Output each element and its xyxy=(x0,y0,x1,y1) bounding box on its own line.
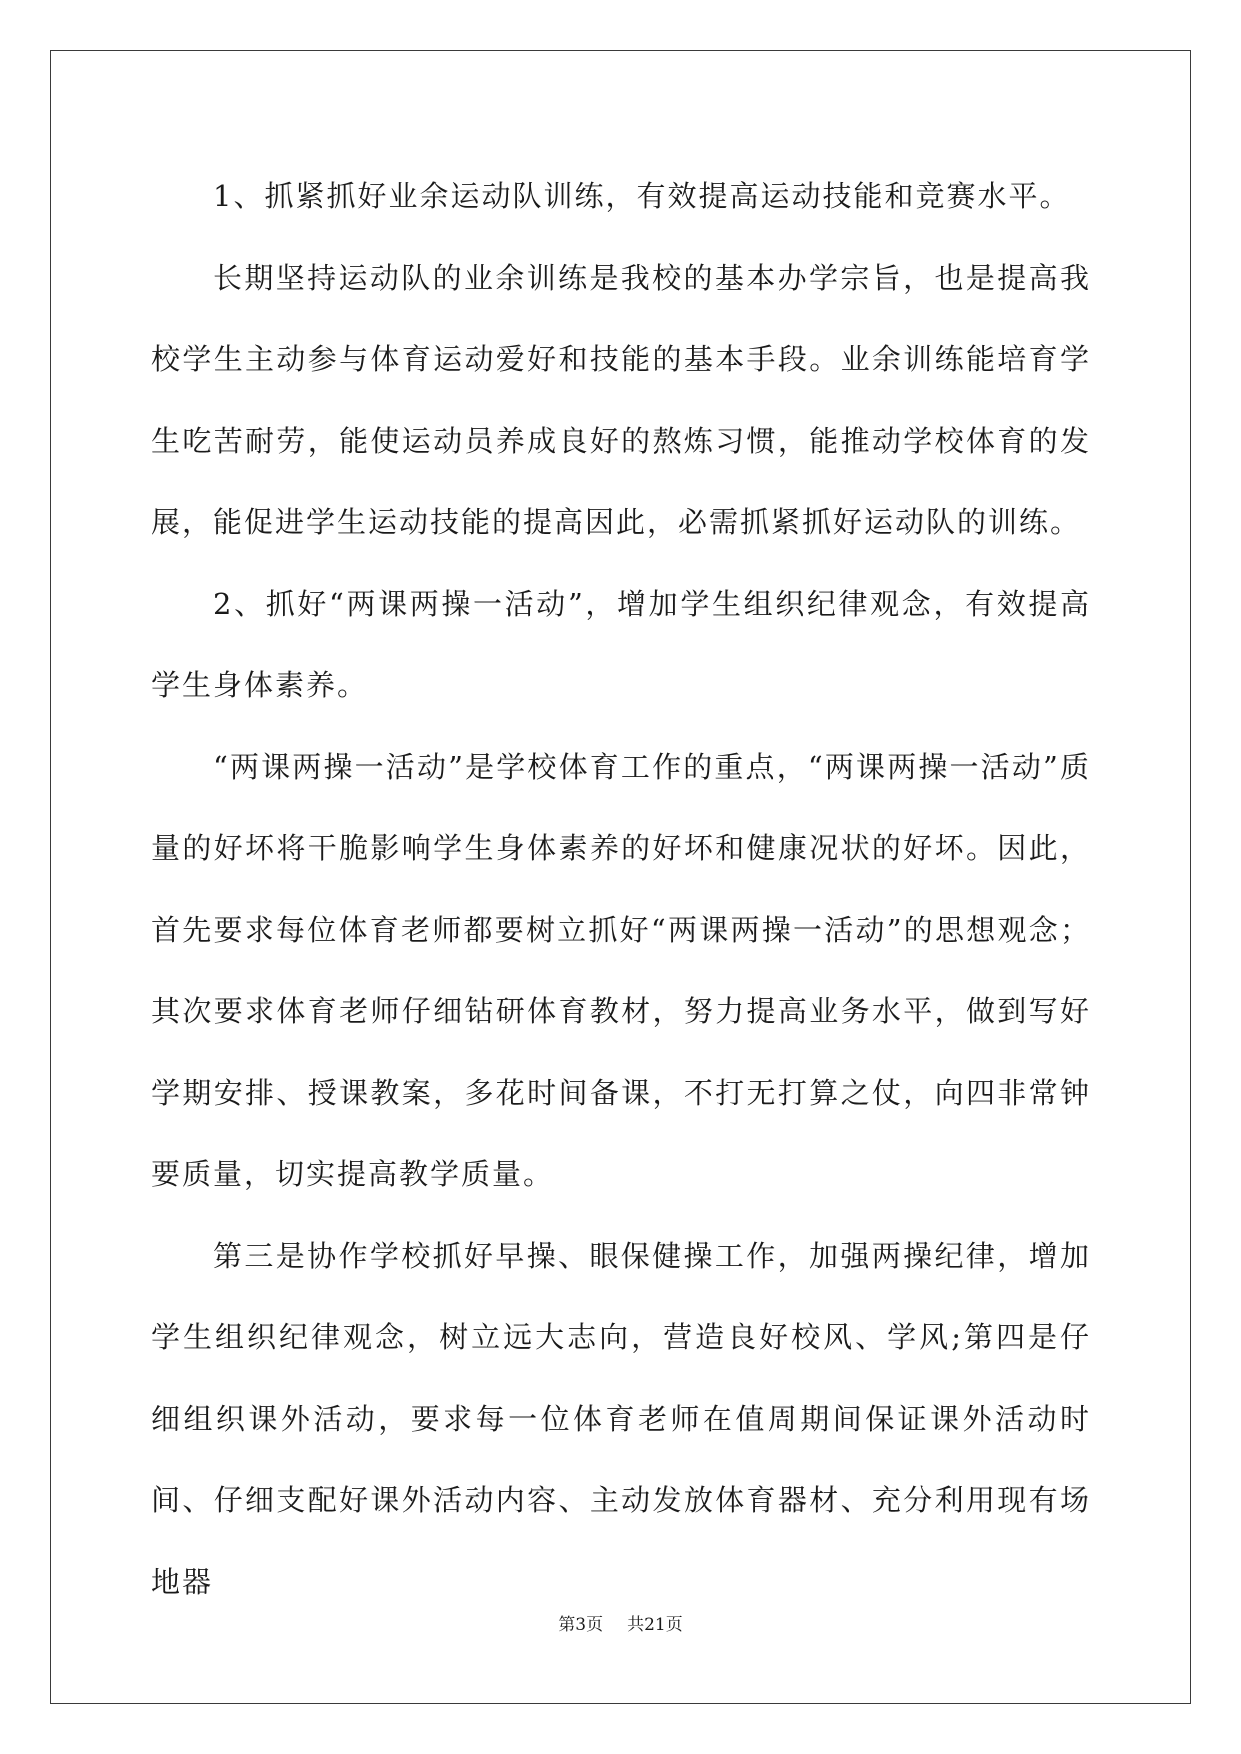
page-total: 共21页 xyxy=(627,1615,683,1635)
paragraph-2: 长期坚持运动队的业余训练是我校的基本办学宗旨，也是提高我校学生主动参与体育运动爱好和技能的基本手段。业余训练能培育学生吃苦耐劳，能使运动员养成良好的熬炼习惯，能推动学校体育的发展，能促进学生运动技能的提高因此，必需抓紧抓好运动队的训练。 xyxy=(151,260,1091,539)
document-body xyxy=(151,156,1091,1623)
page-footer xyxy=(0,1610,1241,1635)
paragraph-3: 2、抓好“两课两操一活动”，增加学生组织纪律观念，有效提高学生身体素养。 xyxy=(151,586,1091,702)
page-number: 第3页 xyxy=(558,1615,604,1635)
paragraph-5: 第三是协作学校抓好早操、眼保健操工作，加强两操纪律，增加学生组织纪律观念，树立远大志向，营造良好校风、学风;第四是仔细组织课外活动，要求每一位体育老师在值周期间保证课外活动时间、仔细支配好课外活动内容、主动发放体育器材、充分利用现有场地器 xyxy=(151,1238,1091,1599)
paragraph-4: “两课两操一活动”是学校体育工作的重点，“两课两操一活动”质量的好坏将干脆影响学生身体素养的好坏和健康况状的好坏。因此，首先要求每位体育老师都要树立抓好“两课两操一活动”的思想观念；其次要求体育老师仔细钻研体育教材，努力提高业务水平，做到写好学期安排、授课教案，多花时间备课，不打无打算之仗，向四非常钟要质量，切实提高教学质量。 xyxy=(151,749,1091,1191)
paragraph-1: 1、抓紧抓好业余运动队训练，有效提高运动技能和竞赛水平。 xyxy=(213,179,1071,213)
